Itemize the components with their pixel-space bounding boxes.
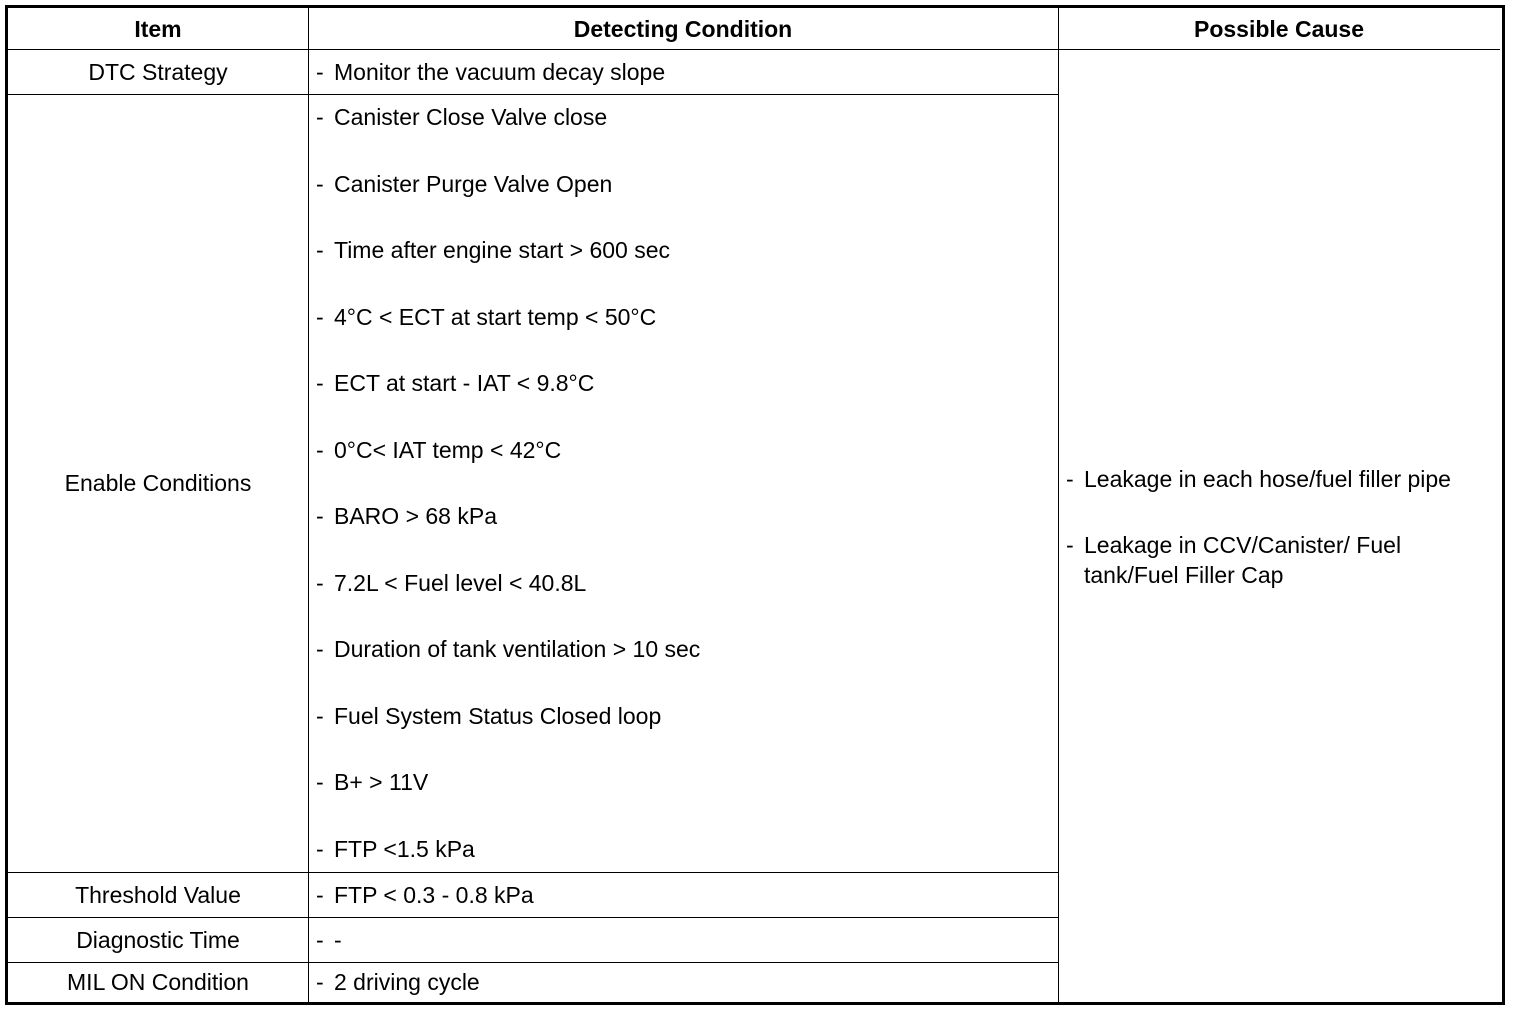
condition-mil-on-condition	[316, 963, 1056, 1002]
bullet-dash: -	[316, 969, 324, 995]
column-divider	[1058, 8, 1059, 1002]
list-item: - 7.2L < Fuel level < 40.8L	[316, 570, 587, 596]
bullet-dash: -	[316, 926, 324, 953]
diagnostic-table	[5, 5, 1505, 1005]
bullet-dash: -	[1066, 532, 1074, 558]
bullet-dash: -	[316, 58, 324, 85]
list-item: - ECT at start - IAT < 9.8°C	[316, 370, 595, 396]
condition-text: -	[334, 926, 342, 953]
list-item: - BARO > 68 kPa	[316, 503, 497, 529]
list-item: - B+ > 11V	[316, 769, 429, 795]
item-mil-on-condition: MIL ON Condition	[67, 969, 249, 995]
header-item: Item	[134, 15, 182, 42]
item-threshold-value: Threshold Value	[75, 881, 241, 908]
cause-text: Leakage in CCV/Canister/ Fuel tank/Fuel Filler Cap	[1084, 532, 1402, 588]
condition-text: 2 driving cycle	[334, 969, 480, 995]
condition-text: Monitor the vacuum decay slope	[334, 58, 666, 85]
header-possible-cause: Possible Cause	[1193, 15, 1365, 42]
list-item: - FTP <1.5 kPa	[316, 836, 475, 862]
cause-text: Leakage in each hose/fuel filler pipe	[1084, 466, 1451, 492]
list-item: - Canister Purge Valve Open	[316, 171, 613, 197]
bullet-dash: -	[316, 881, 324, 908]
item-dtc-strategy: DTC Strategy	[88, 58, 228, 85]
item-enable-conditions: Enable Conditions	[64, 470, 252, 496]
list-item: - Canister Close Valve close	[316, 104, 608, 130]
condition-dtc-strategy	[316, 50, 1056, 94]
list-item: - Fuel System Status Closed loop	[316, 703, 662, 729]
condition-threshold-value	[316, 873, 1056, 917]
list-item: - 4°C < ECT at start temp < 50°C	[316, 304, 657, 330]
list-item	[1066, 464, 1496, 494]
list-item	[1066, 530, 1496, 590]
header-detecting-condition: Detecting Condition	[573, 15, 793, 42]
enable-conditions-list	[316, 94, 1056, 872]
item-diagnostic-time: Diagnostic Time	[76, 926, 240, 953]
possible-causes-list	[1066, 464, 1496, 626]
condition-text: FTP < 0.3 - 0.8 kPa	[334, 881, 534, 908]
condition-diagnostic-time	[316, 918, 1056, 962]
bullet-dash: -	[1066, 466, 1074, 492]
list-item: - 0°C< IAT temp < 42°C	[316, 437, 562, 463]
list-item: - Duration of tank ventilation > 10 sec	[316, 636, 701, 662]
column-divider	[308, 8, 309, 1002]
list-item: - Time after engine start > 600 sec	[316, 237, 671, 263]
